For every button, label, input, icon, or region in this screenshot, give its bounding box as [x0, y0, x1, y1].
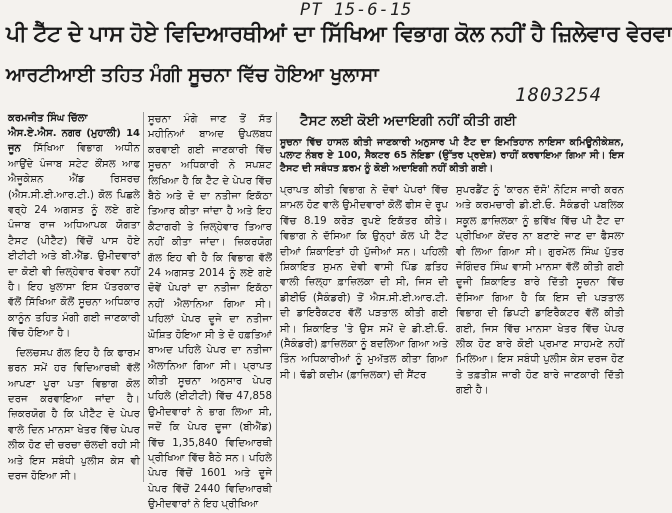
- headline: ਪੀ ਟੈੱਟ ਦੇ ਪਾਸ ਹੋਏ ਵਿਦਿਆਰਥੀਆਂ ਦਾ ਸਿੱਖਿਆ ਵਿਭਾਗ ਕੋਲ ਨਹੀਂ ਹੈ ਜ਼ਿਲੇਵਾਰ ਵੇਰਵਾ: [6, 22, 672, 47]
- sidebar-body: [280, 183, 624, 503]
- article-column-1: [8, 112, 140, 484]
- paragraph: ਸਿੱਖਿਆ ਵਿਭਾਗ ਅਧੀਨ ਆਉਂਦੇ ਪੰਜਾਬ ਸਟੇਟ ਕੌਂਸਲ ਆਫ ਐਜੂਕੇਸ਼ਨ ਐਂਡ ਰਿਸਰਚ (ਐਸ.ਸੀ.ਈ.ਆਰ.ਟੀ.) ਕੋਲ ਪਿਛਲੇ ਵਰ੍ਹੇ 24 ਅਗਸਤ ਨੂੰ ਲਏ ਗਏ ਪੰਜਾਬ ਰਾਜ ਅਧਿਆਪਕ ਯੋਗਤਾ ਟੈਸਟ (ਪੀਟੈੱਟ) ਵਿੱਚੋਂ ਪਾਸ ਹੋਏ ਈਟੀਟੀ ਅਤੇ ਬੀ.ਐੱਡ. ਉਮੀਦਵਾਰਾਂ ਦਾ ਕੋਈ ਵੀ ਜ਼ਿਲ੍ਹੇਵਾਰ ਵੇਰਵਾ ਨਹੀਂ ਹੈ। ਇਹ ਖੁਲਾਸਾ ਇਸ ਪੱਤਰਕਾਰ ਵੱਲੋਂ ਸਿੱਖਿਆ ਕੋਲੋਂ ਸੂਚਨਾ ਅਧਿਕਾਰ ਕਾਨੂੰਨ ਤਹਿਤ ਮੰਗੀ ਗਈ ਜਾਣਕਾਰੀ ਵਿੱਚ ਹੋਇਆ ਹੈ।: [8, 143, 140, 340]
- sidebar-box: [280, 112, 624, 484]
- handwritten-date-note: PT 15-6-15: [300, 0, 413, 20]
- subheadline: ਆਰਟੀਆਈ ਤਹਿਤ ਮੰਗੀ ਸੂਚਨਾ ਵਿੱਚ ਹੋਇਆ ਖੁਲਾਸਾ: [6, 64, 379, 86]
- paragraph: ਸੁਪਰਡੈਂਟ ਨੂੰ 'ਕਾਰਨ ਦੱਸੋ' ਨੋਟਿਸ ਜਾਰੀ ਕਰਨ ਅਤੇ ਕਰਮਚਾਰੀ ਡੀ.ਈ.ਓ. ਸੈਕੰਡਰੀ ਪਬਲਿਕ ਸਕੂਲ ਫ਼ਾਜ਼ਿਲਕਾ ਨੂੰ ਭਵਿੱਖ ਵਿੱਚ ਪੀ ਟੈੱਟ ਦਾ ਪ੍ਰੀਖਿਆ ਕੇਂਦਰ ਨਾ ਬਣਾਏ ਜਾਣ ਦਾ ਫੈਸਲਾ ਵੀ ਲਿਆ ਗਿਆ ਸੀ। ਗੁਰਮੇਲ ਸਿੰਘ ਪੁੱਤਰ ਜੋਗਿੰਦਰ ਸਿੰਘ ਵਾਸੀ ਮਾਨਸਾ ਵੱਲੋਂ ਕੀਤੀ ਗਈ ਦੂਜੀ ਸ਼ਿਕਾਇਤ ਬਾਰੇ ਦਿੱਤੀ ਸੂਚਨਾ ਵਿੱਚ ਦੱਸਿਆ ਗਿਆ ਹੈ ਕਿ ਇਸ ਦੀ ਪੜਤਾਲ ਵਿਭਾਗ ਦੀ ਡਿਪਟੀ ਡਾਇਰੈਕਟਰ ਵੱਲੋਂ ਕੀਤੀ ਗਈ, ਜਿਸ ਵਿੱਚ ਮਾਨਸਾ ਖੇਤਰ ਵਿੱਚ ਪੇਪਰ ਲੀਕ ਹੋਣ ਬਾਰੇ ਕੋਈ ਪ੍ਰਮਾਣ ਸਾਹਮਣੇ ਨਹੀਂ ਮਿਲਿਆ। ਇਸ ਸਬੰਧੀ ਪੁਲੀਸ ਕੇਸ ਦਰਜ ਹੋਣ ਤੇ ਤਫ਼ਤੀਸ਼ ਜਾਰੀ ਹੋਣ ਬਾਰੇ ਜਾਣਕਾਰੀ ਦਿੱਤੀ ਗਈ ਹੈ।: [456, 185, 624, 397]
- sidebar-lead: ਸੂਚਨਾ ਵਿੱਚ ਹਾਸਲ ਕੀਤੀ ਜਾਣਕਾਰੀ ਅਨੁਸਾਰ ਪੀ ਟੈੱਟ ਦਾ ਇਮਤਿਹਾਨ ਨਾਇਸਾ ਕਮਿਊਨੀਕੇਸ਼ਨ, ਪਲਾਟ ਨੰਬਰ ਏ 100, ਸੈਕਟਰ 65 ਨੋਇਡਾ (ਉੱਤਰ ਪ੍ਰਦੇਸ਼) ਰਾਹੀਂ ਕਰਵਾਇਆ ਗਿਆ ਸੀ। ਇਸ ਟੈਸਟ ਦੀ ਸਬੰਧਤ ਫ਼ਰਮ ਨੂੰ ਕੋਈ ਅਦਾਇਗੀ ਨਹੀਂ ਕੀਤੀ ਗਈ।: [280, 137, 624, 174]
- column-divider: [143, 112, 144, 482]
- paragraph: ਸੂਚਨਾ ਮੰਗੇ ਜਾਣ ਤੋਂ ਸੱਤ ਮਹੀਨਿਆਂ ਬਾਅਦ ਉਪਲਬਧ ਕਰਵਾਈ ਗਈ ਜਾਣਕਾਰੀ ਵਿੱਚ ਸੂਚਨਾ ਅਧਿਕਾਰੀ ਨੇ ਸਪਸ਼ਟ ਲਿਖਿਆ ਹੈ ਕਿ ਟੈੱਟ ਦੇ ਪੇਪਰ ਵਿੱਚ ਬੈਠੇ ਅਤੇ ਦੋ ਦਾ ਨਤੀਜਾ ਇਕੱਠਾ ਤਿਆਰ ਕੀਤਾ ਜਾਂਦਾ ਹੈ ਅਤੇ ਇਹ ਕੈਟਾਗਰੀ ਤੇ ਜ਼ਿਲ੍ਹੇਵਾਰ ਤਿਆਰ ਨਹੀਂ ਕੀਤਾ ਜਾਂਦਾ। ਜ਼ਿਕਰਯੋਗ ਗੱਲ ਇਹ ਵੀ ਹੈ ਕਿ ਵਿਭਾਗ ਵੱਲੋਂ 24 ਅਗਸਤ 2014 ਨੂੰ ਲਏ ਗਏ ਦੋਵੇਂ ਪੇਪਰਾਂ ਦਾ ਨਤੀਜਾ ਇਕੱਠਾ ਨਹੀਂ ਐਲਾਨਿਆ ਗਿਆ ਸੀ। ਪਹਿਲਾਂ ਪੇਪਰ ਦੂਜੇ ਦਾ ਨਤੀਜਾ ਘੋਸ਼ਿਤ ਹੋਇਆ ਸੀ ਤੇ ਦੋ ਹਫ਼ਤਿਆਂ ਬਾਅਦ ਪਹਿਲੇ ਪੇਪਰ ਦਾ ਨਤੀਜਾ ਐਲਾਨਿਆ ਗਿਆ ਸੀ। ਪ੍ਰਾਪਤ ਕੀਤੀ ਸੂਚਨਾ ਅਨੁਸਾਰ ਪੇਪਰ ਪਹਿਲੇ (ਈਟੀਟੀ) ਵਿੱਚ 47,858 ਉਮੀਦਵਾਰਾਂ ਨੇ ਭਾਗ ਲਿਆ ਸੀ, ਜਦੋਂ ਕਿ ਪੇਪਰ ਦੂਜਾ (ਬੀਐੱਡ) ਵਿੱਚ 1,35,840 ਵਿਦਿਆਰਥੀ ਪ੍ਰੀਖਿਆ ਵਿੱਚ ਬੈਠੇ ਸਨ। ਪਹਿਲੇ ਪੇਪਰ ਵਿੱਚੋਂ 1601 ਅਤੇ ਦੂਜੇ ਪੇਪਰ ਵਿੱਚੋਂ 2440 ਵਿਦਿਆਰਥੀ ਉਮੀਦਵਾਰਾਂ ਨੇ ਇਹ ਪ੍ਰੀਖਿਆ: [148, 114, 272, 511]
- sidebar-heading: ਟੈਸਟ ਲਈ ਕੋਈ ਅਦਾਇਗੀ ਨਹੀਂ ਕੀਤੀ ਗਈ: [300, 113, 517, 129]
- handwritten-reference-number: 1803254: [515, 84, 603, 106]
- byline-place: ਐਸ.ਏ.ਐਸ. ਨਗਰ (ਮੁਹਾਲੀ) 14 ਜੂਨ: [8, 128, 140, 155]
- column-divider: [276, 112, 277, 482]
- byline-name: ਕਰਮਜੀਤ ਸਿੰਘ ਚਿੱਲਾ: [8, 113, 88, 124]
- paragraph: ਪ੍ਰਾਪਤ ਕੀਤੀ ਵਿਭਾਗ ਨੇ ਦੋਵਾਂ ਪੇਪਰਾਂ ਵਿੱਚ ਸ਼ਾਮਲ ਹੋਣ ਵਾਲੇ ਉਮੀਦਵਾਰਾਂ ਕੋਲੋਂ ਫੀਸ ਦੇ ਰੂਪ ਵਿੱਚ 8.19 ਕਰੋੜ ਰੁਪਏ ਇਕੱਤਰ ਕੀਤੇ। ਵਿਭਾਗ ਨੇ ਦੱਸਿਆ ਕਿ ਉਨ੍ਹਾਂ ਕੋਲ ਪੀ ਟੈੱਟ ਦੀਆਂ ਸ਼ਿਕਾਇਤਾਂ ਹੀ ਪੁੱਜੀਆਂ ਸਨ। ਪਹਿਲੀ ਸ਼ਿਕਾਇਤ ਸੁਮਨ ਦੇਵੀ ਵਾਸੀ ਪਿੰਡ ਫ਼ਤਿਹ ਵਾਲੀ ਜ਼ਿਲ੍ਹਾ ਫ਼ਾਜ਼ਿਲਕਾ ਦੀ ਸੀ, ਜਿਸ ਦੀ ਡੀਈਓ (ਸੈਕੰਡਰੀ) ਤੋਂ ਐਸ.ਸੀ.ਈ.ਆਰ.ਟੀ. ਦੀ ਡਾਇਰੈਕਟਰ ਵੱਲੋਂ ਪੜਤਾਲ ਕੀਤੀ ਗਈ ਸੀ। ਸ਼ਿਕਾਇਤ 'ਤੇ ਉਸ ਸਮੇਂ ਦੇ ਡੀ.ਈ.ਓ. (ਸੈਕੰਡਰੀ) ਫ਼ਾਜ਼ਿਲਕਾ ਨੂੰ ਬਦਲਿਆ ਗਿਆ ਅਤੇ ਤਿੰਨ ਅਧਿਕਾਰੀਆਂ ਨੂੰ ਮੁਅੱਤਲ ਕੀਤਾ ਗਿਆ ਸੀ। ਢੱਡੀ ਕਦੀਮ (ਫ਼ਾਜ਼ਿਲਕਾ) ਦੀ ਸੈਂਟਰ: [280, 185, 448, 381]
- article-column-2: [148, 112, 272, 511]
- paragraph: ਦਿਲਚਸਪ ਗੱਲ ਇਹ ਹੈ ਕਿ ਫਾਰਮ ਭਰਨ ਸਮੇਂ ਹਰ ਵਿਦਿਆਰਥੀ ਵੱਲੋਂ ਆਪਣਾ ਪੂਰਾ ਪਤਾ ਵਿਭਾਗ ਕੋਲ ਦਰਜ ਕਰਵਾਇਆ ਜਾਂਦਾ ਹੈ। ਜ਼ਿਕਰਯੋਗ ਹੈ ਕਿ ਪੀਟੈੱਟ ਦੇ ਪੇਪਰ ਵਾਲੇ ਦਿਨ ਮਾਨਸਾ ਖੇਤਰ ਵਿੱਚ ਪੇਪਰ ਲੀਕ ਹੋਣ ਦੀ ਚਰਚਾ ਚੱਲਦੀ ਰਹੀ ਸੀ ਅਤੇ ਇਸ ਸਬੰਧੀ ਪੁਲੀਸ ਕੇਸ ਵੀ ਦਰਜ ਹੋਇਆ ਸੀ।: [8, 347, 140, 482]
